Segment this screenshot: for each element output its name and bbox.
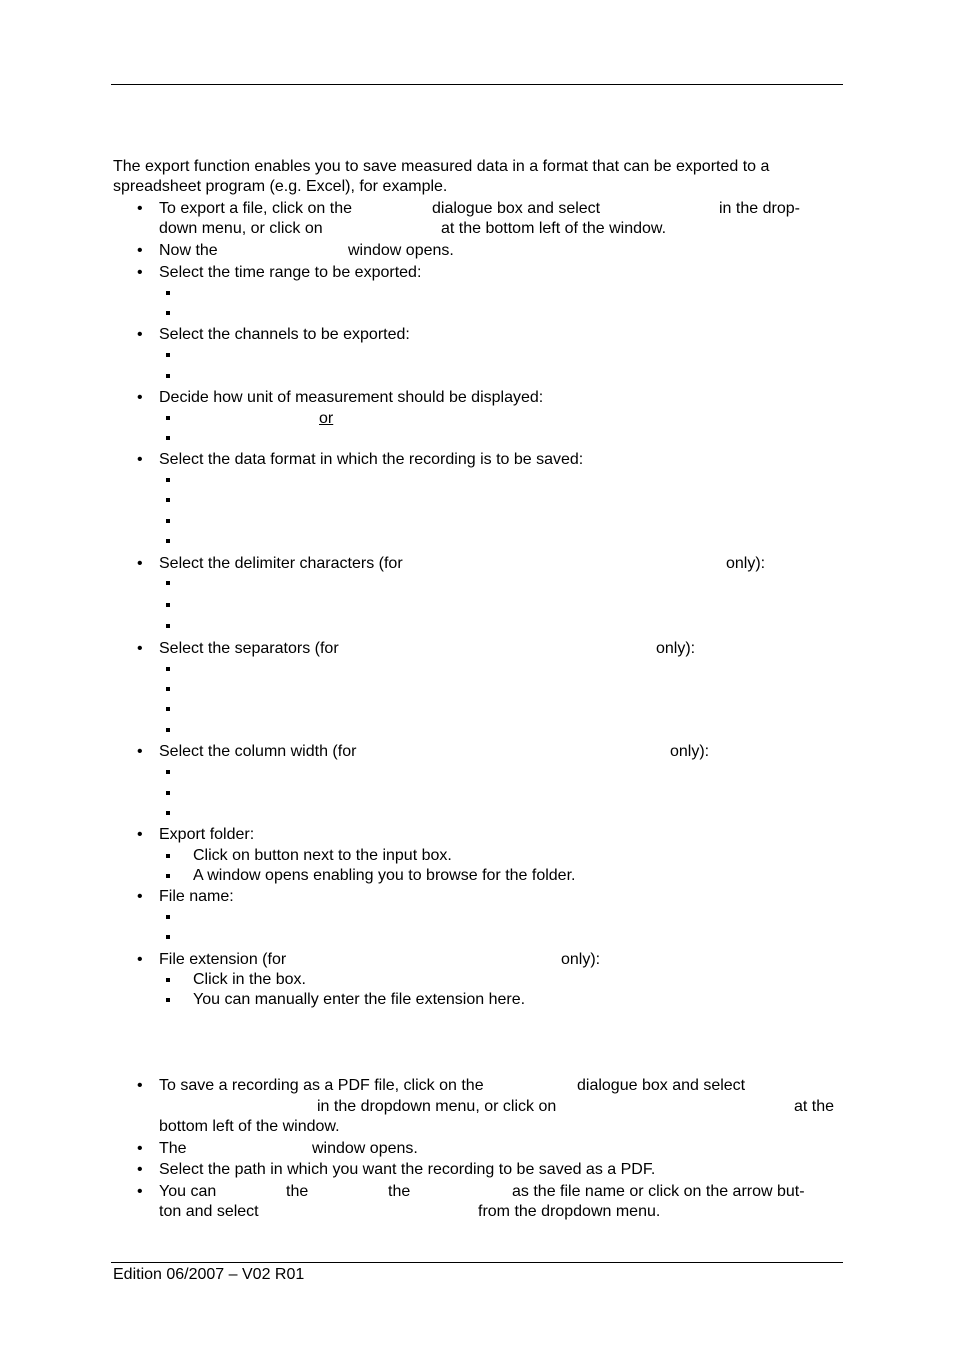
sub-bullet xyxy=(166,915,170,919)
pdf-item-1e: bottom left of the window. xyxy=(159,1118,340,1135)
pdf-item-4e: ton and select xyxy=(159,1203,259,1220)
bullet-dot: • xyxy=(137,1077,143,1094)
extension-step-1: Click in the box. xyxy=(193,971,306,988)
bullet-dot: • xyxy=(137,242,143,259)
bullet-dot: • xyxy=(137,743,143,760)
pdf-item-1b: dialogue box and select xyxy=(577,1077,746,1094)
bullet-dot: • xyxy=(137,200,143,217)
bullet-dot: • xyxy=(137,951,143,968)
export-folder-step-1: Click on button next to the input box. xyxy=(193,847,452,864)
footer-rule xyxy=(111,1262,843,1263)
bullet-dot: • xyxy=(137,826,143,843)
export-item-file-name: File name: xyxy=(159,888,234,905)
export-item-1e: at the bottom left of the window. xyxy=(441,220,667,237)
sub-bullet xyxy=(166,811,170,815)
sub-bullet xyxy=(166,539,170,543)
export-item-delimiter-b: only): xyxy=(726,555,766,572)
export-item-column-width-a: Select the column width (for xyxy=(159,743,357,760)
export-item-separators-b: only): xyxy=(656,640,696,657)
sub-bullet xyxy=(166,478,170,482)
sub-bullet xyxy=(166,353,170,357)
bullet-dot: • xyxy=(137,1183,143,1200)
export-item-2b: window opens. xyxy=(348,242,454,259)
sub-bullet xyxy=(166,854,170,858)
pdf-item-2a: The xyxy=(159,1140,187,1157)
sub-bullet xyxy=(166,667,170,671)
export-item-2a: Now the xyxy=(159,242,218,259)
pdf-item-3: Select the path in which you want the recording to be saved as a PDF. xyxy=(159,1161,656,1178)
bullet-dot: • xyxy=(137,555,143,572)
header-rule xyxy=(111,84,843,85)
export-folder-step-2: A window opens enabling you to browse for the folder. xyxy=(193,867,576,884)
sub-bullet xyxy=(166,978,170,982)
pdf-item-4a: You can xyxy=(159,1183,217,1200)
sub-bullet xyxy=(166,874,170,878)
sub-bullet xyxy=(166,581,170,585)
bullet-dot: • xyxy=(137,1161,143,1178)
export-item-channels: Select the channels to be exported: xyxy=(159,326,410,343)
sub-bullet xyxy=(166,707,170,711)
pdf-item-2b: window opens. xyxy=(312,1140,418,1157)
sub-bullet xyxy=(166,624,170,628)
extension-step-2: You can manually enter the file extension here. xyxy=(193,991,526,1008)
pdf-item-1c: in the dropdown menu, or click on xyxy=(317,1098,557,1115)
export-item-extension-b: only): xyxy=(561,951,601,968)
export-item-1b: dialogue box and select xyxy=(432,200,601,217)
unit-or: or xyxy=(319,410,334,427)
footer-edition: Edition 06/2007 – V02 R01 xyxy=(113,1266,305,1283)
pdf-item-1a: To save a recording as a PDF file, click on the xyxy=(159,1077,484,1094)
sub-bullet xyxy=(166,603,170,607)
sub-bullet xyxy=(166,935,170,939)
sub-bullet xyxy=(166,770,170,774)
pdf-item-1d: at the xyxy=(794,1098,835,1115)
bullet-dot: • xyxy=(137,888,143,905)
export-item-folder: Export folder: xyxy=(159,826,255,843)
sub-bullet xyxy=(166,998,170,1002)
sub-bullet xyxy=(166,687,170,691)
export-item-1a: To export a file, click on the xyxy=(159,200,352,217)
export-item-1c: in the drop- xyxy=(719,200,800,217)
pdf-item-4b: the xyxy=(286,1183,309,1200)
export-item-column-width-b: only): xyxy=(670,743,710,760)
sub-bullet xyxy=(166,291,170,295)
sub-bullet xyxy=(166,498,170,502)
sub-bullet xyxy=(166,374,170,378)
pdf-item-4c: the xyxy=(388,1183,411,1200)
export-item-1d: down menu, or click on xyxy=(159,220,323,237)
intro-line-1: The export function enables you to save measured data in a format that can be exported to a xyxy=(113,158,770,175)
bullet-dot: • xyxy=(137,640,143,657)
export-item-format: Select the data format in which the recording is to be saved: xyxy=(159,451,584,468)
bullet-dot: • xyxy=(137,264,143,281)
sub-bullet xyxy=(166,436,170,440)
sub-bullet xyxy=(166,311,170,315)
pdf-item-4f: from the dropdown menu. xyxy=(478,1203,661,1220)
bullet-dot: • xyxy=(137,451,143,468)
sub-bullet xyxy=(166,791,170,795)
export-item-extension-a: File extension (for xyxy=(159,951,287,968)
pdf-item-4d: as the file name or click on the arrow but- xyxy=(512,1183,805,1200)
sub-bullet xyxy=(166,728,170,732)
sub-bullet xyxy=(166,416,170,420)
intro-line-2: spreadsheet program (e.g. Excel), for example. xyxy=(113,178,448,195)
export-item-unit: Decide how unit of measurement should be displayed: xyxy=(159,389,544,406)
export-item-delimiter-a: Select the delimiter characters (for xyxy=(159,555,403,572)
bullet-dot: • xyxy=(137,1140,143,1157)
sub-bullet xyxy=(166,519,170,523)
bullet-dot: • xyxy=(137,326,143,343)
export-item-separators-a: Select the separators (for xyxy=(159,640,339,657)
export-item-time-range: Select the time range to be exported: xyxy=(159,264,422,281)
bullet-dot: • xyxy=(137,389,143,406)
